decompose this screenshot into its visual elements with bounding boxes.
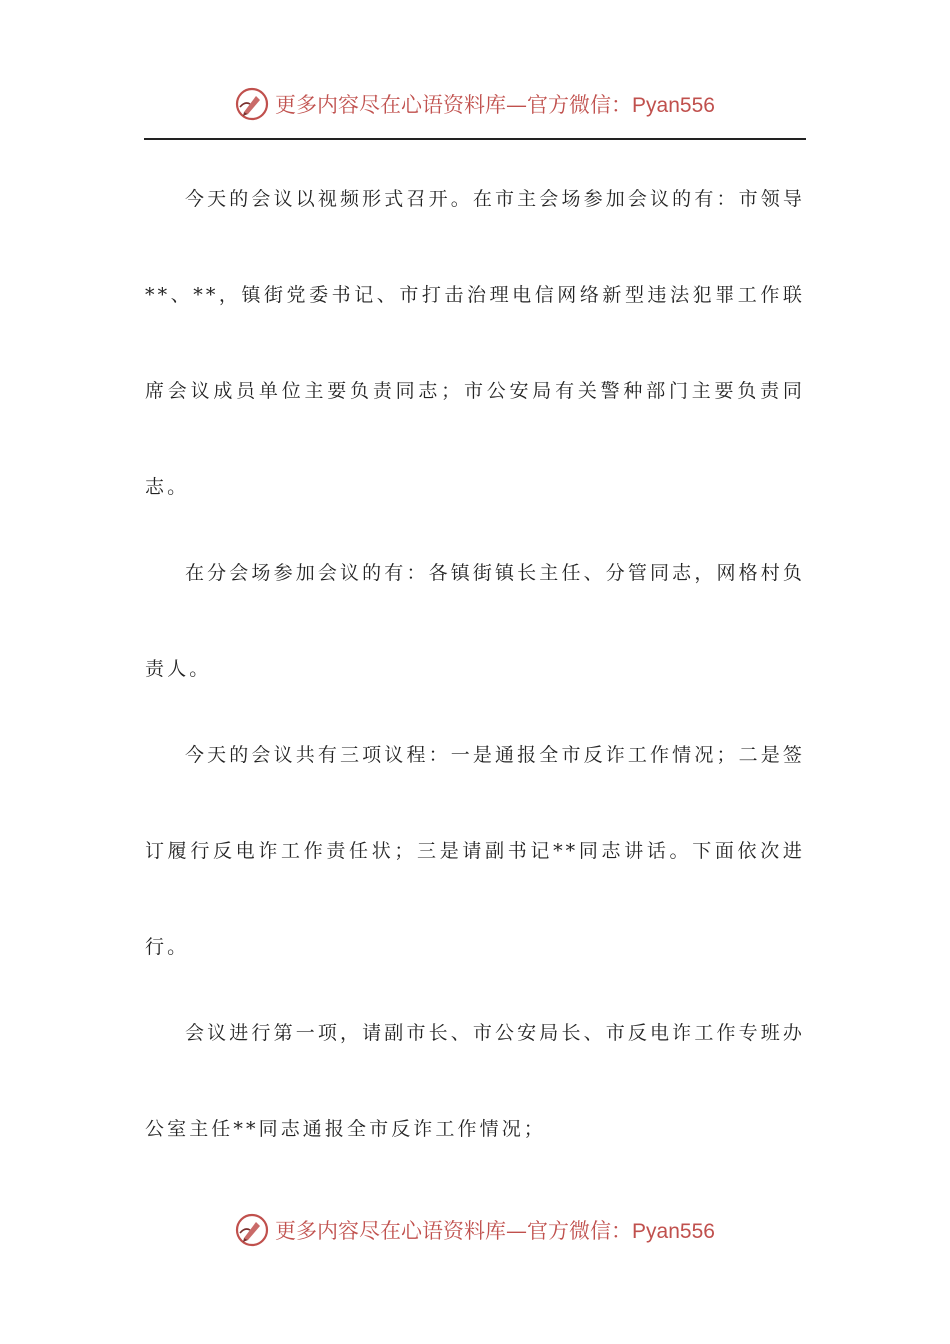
header-banner-text bbox=[275, 89, 715, 119]
paragraph-item-one: 会议进行第一项，请副市长、市公安局长、市反电诈工作专班办公室主任**同志通报全市反诈工作情况； bbox=[145, 1022, 805, 1140]
wechat-label: 官方微信： bbox=[527, 1219, 633, 1243]
paragraph-attendees-main: 今天的会议以视频形式召开。在市主会场参加会议的有：市领导**、**，镇街党委书记、市打击治理电信网络新型违法犯罪工作联席会议成员单位主要负责同志；市公安局有关警种部门主要负责同志。 bbox=[145, 188, 805, 498]
paragraph-agenda: 今天的会议共有三项议程：一是通报全市反诈工作情况；二是签订履行反电诈工作责任状；三是请副书记**同志讲话。下面依次进行。 bbox=[145, 744, 805, 958]
footer-banner bbox=[0, 1210, 950, 1250]
header-divider bbox=[144, 138, 806, 140]
pen-nib-logo-icon bbox=[235, 87, 269, 121]
wechat-id: Pyan556 bbox=[632, 1220, 715, 1243]
banner-separator: — bbox=[506, 93, 528, 117]
document-body bbox=[145, 151, 805, 1177]
pen-nib-logo-icon bbox=[235, 1213, 269, 1247]
footer-banner-text bbox=[275, 1215, 715, 1245]
wechat-label: 官方微信： bbox=[527, 93, 633, 117]
header-banner bbox=[0, 84, 950, 124]
wechat-id: Pyan556 bbox=[632, 94, 715, 117]
banner-separator: — bbox=[506, 1219, 528, 1243]
paragraph-attendees-branch: 在分会场参加会议的有：各镇街镇长主任、分管同志，网格村负责人。 bbox=[145, 562, 805, 680]
site-name: 更多内容尽在心语资料库 bbox=[275, 1219, 507, 1243]
site-name: 更多内容尽在心语资料库 bbox=[275, 93, 507, 117]
